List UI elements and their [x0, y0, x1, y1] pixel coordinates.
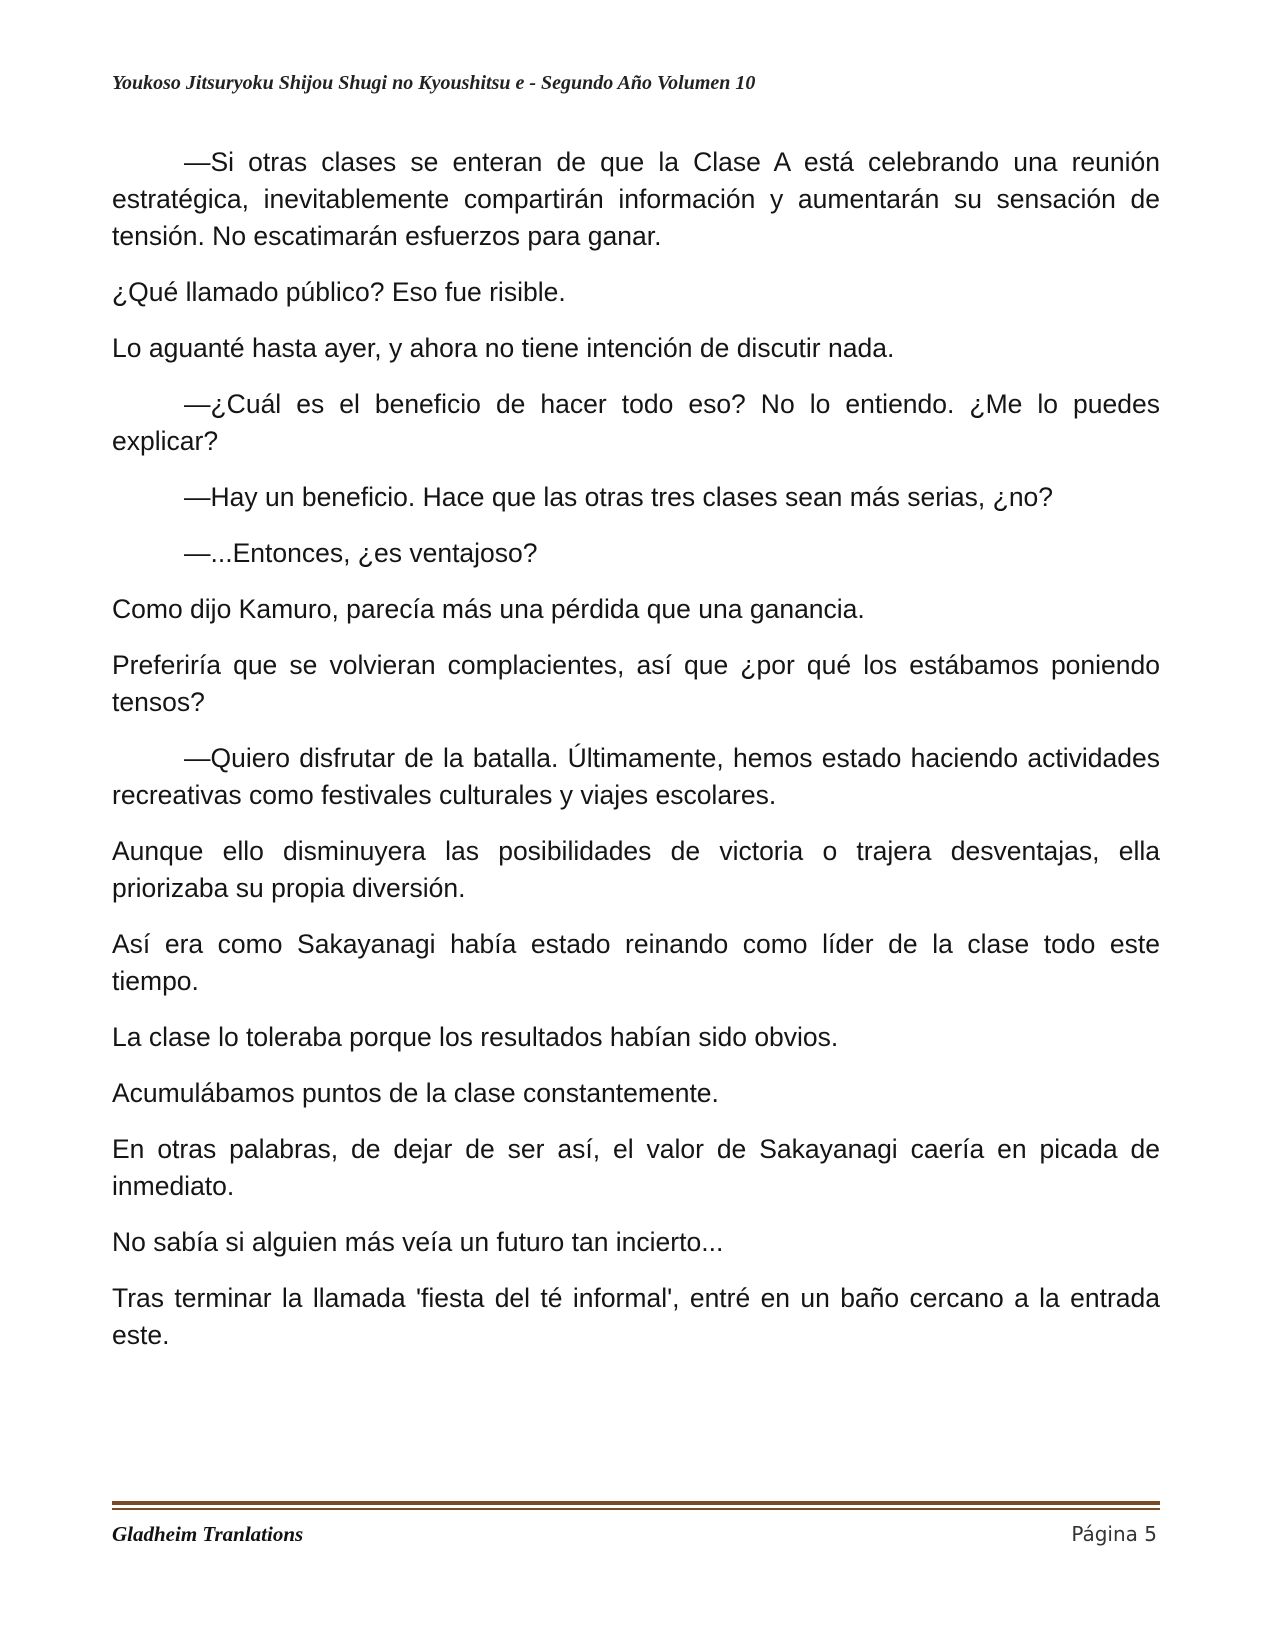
paragraph: En otras palabras, de dejar de ser así, el valor de Sakayanagi caería en picada de inmediato. [112, 1134, 1160, 1201]
paragraph: Así era como Sakayanagi había estado reinando como líder de la clase todo este tiempo. [112, 929, 1160, 996]
paragraph: —Si otras clases se enteran de que la Clase A está celebrando una reunión estratégica, inevitablemente compartirán información y aumentarán su sensación de tensión. No escatimarán esfuerzos para ganar. [112, 147, 1160, 251]
running-header: Youkoso Jitsuryoku Shijou Shugi no Kyoushitsu e - Segundo Año Volumen 10 [112, 72, 756, 94]
paragraph: Preferiría que se volvieran complacientes, así que ¿por qué los estábamos poniendo tensos? [112, 650, 1160, 717]
paragraph: —Hay un beneficio. Hace que las otras tres clases sean más serias, ¿no? [184, 482, 1054, 512]
paragraph: ¿Qué llamado público? Eso fue risible. [112, 277, 566, 307]
footer-divider-thin [112, 1508, 1160, 1510]
paragraph: Acumulábamos puntos de la clase constantemente. [112, 1078, 719, 1108]
paragraph: Como dijo Kamuro, parecía más una pérdida que una ganancia. [112, 594, 865, 624]
paragraph: —Quiero disfrutar de la batalla. Últimamente, hemos estado haciendo actividades recreativas como festivales culturales y viajes escolares. [112, 743, 1160, 810]
page-number: Página 5 [1071, 1522, 1157, 1546]
paragraph: No sabía si alguien más veía un futuro tan incierto... [112, 1227, 724, 1257]
paragraph: La clase lo toleraba porque los resultados habían sido obvios. [112, 1022, 839, 1052]
page-body [112, 144, 1160, 1373]
paragraph: Lo aguanté hasta ayer, y ahora no tiene intención de discutir nada. [112, 333, 895, 363]
paragraph: Aunque ello disminuyera las posibilidades de victoria o trajera desventajas, ella priorizaba su propia diversión. [112, 836, 1160, 903]
paragraph: —¿Cuál es el beneficio de hacer todo eso? No lo entiendo. ¿Me lo puedes explicar? [112, 389, 1160, 456]
paragraph: Tras terminar la llamada 'fiesta del té informal', entré en un baño cercano a la entrada este. [112, 1283, 1160, 1350]
paragraph: —...Entonces, ¿es ventajoso? [184, 538, 538, 568]
footer-divider-thick [112, 1501, 1160, 1505]
footer-publisher: Gladheim Tranlations [112, 1522, 304, 1546]
